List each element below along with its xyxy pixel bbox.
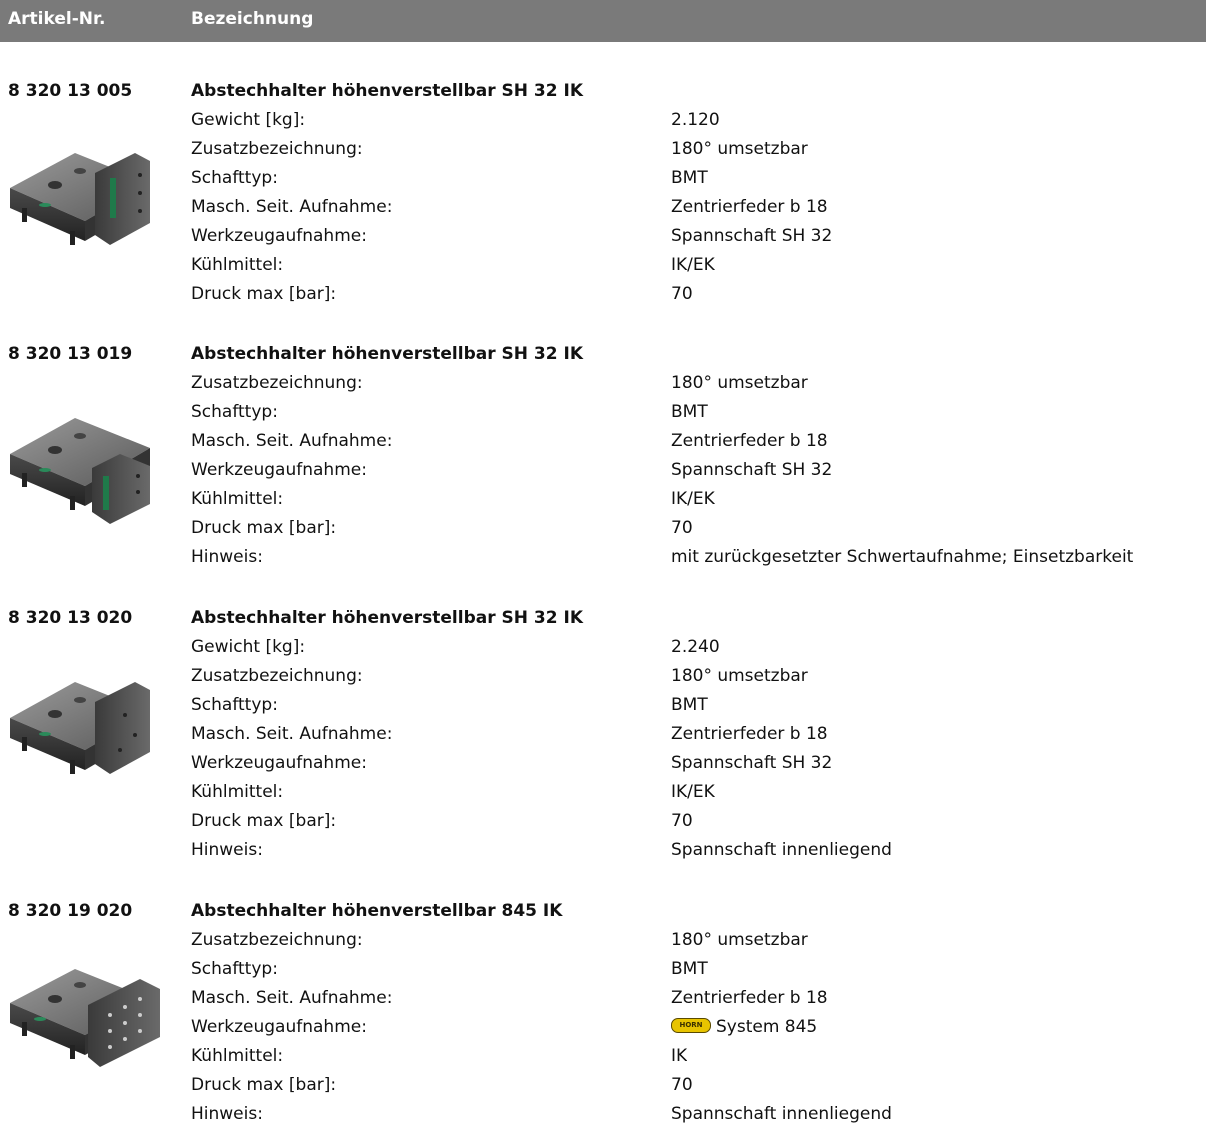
property-row bbox=[191, 984, 1206, 1013]
property-row bbox=[191, 749, 1206, 778]
property-label: Schafttyp: bbox=[191, 959, 278, 979]
property-value-text: System 845 bbox=[716, 1017, 818, 1037]
property-row bbox=[191, 778, 1206, 807]
horn-logo-icon: HORN bbox=[671, 1018, 711, 1033]
property-label: Schafttyp: bbox=[191, 695, 278, 715]
property-value: 180° umsetzbar bbox=[671, 373, 808, 393]
property-row bbox=[191, 691, 1206, 720]
property-row bbox=[191, 543, 1206, 572]
property-label: Druck max [bar]: bbox=[191, 1075, 337, 1095]
property-row bbox=[191, 280, 1206, 309]
property-label: Kühlmittel: bbox=[191, 1046, 284, 1066]
property-label: Gewicht [kg]: bbox=[191, 637, 306, 657]
property-value: 180° umsetzbar bbox=[671, 666, 808, 686]
property-row bbox=[191, 135, 1206, 164]
property-value: mit zurückgesetzter Schwertaufnahme; Einsetzbarkeit bbox=[671, 547, 1134, 567]
property-value: Spannschaft SH 32 bbox=[671, 753, 833, 773]
article-number: 8 320 19 020 bbox=[8, 901, 133, 921]
property-row bbox=[191, 662, 1206, 691]
property-row bbox=[191, 485, 1206, 514]
property-value: BMT bbox=[671, 695, 708, 715]
property-value: BMT bbox=[671, 959, 708, 979]
property-label: Zusatzbezeichnung: bbox=[191, 373, 363, 393]
property-label: Masch. Seit. Aufnahme: bbox=[191, 988, 393, 1008]
property-list bbox=[191, 106, 1206, 309]
property-value: IK/EK bbox=[671, 489, 715, 509]
property-row bbox=[191, 1100, 1206, 1129]
column-header-article-no: Artikel-Nr. bbox=[8, 9, 106, 29]
property-row bbox=[191, 1071, 1206, 1100]
property-row bbox=[191, 926, 1206, 955]
property-row bbox=[191, 398, 1206, 427]
property-row bbox=[191, 456, 1206, 485]
property-label: Hinweis: bbox=[191, 1104, 263, 1124]
property-value: 180° umsetzbar bbox=[671, 139, 808, 159]
property-label: Werkzeugaufnahme: bbox=[191, 460, 367, 480]
property-row bbox=[191, 164, 1206, 193]
property-value bbox=[671, 1013, 817, 1042]
property-label: Masch. Seit. Aufnahme: bbox=[191, 431, 393, 451]
property-label: Werkzeugaufnahme: bbox=[191, 1017, 367, 1037]
property-row bbox=[191, 955, 1206, 984]
property-value: Zentrierfeder b 18 bbox=[671, 724, 828, 744]
property-value: IK/EK bbox=[671, 782, 715, 802]
property-value: IK bbox=[671, 1046, 688, 1066]
property-value: 2.240 bbox=[671, 637, 720, 657]
property-label: Schafttyp: bbox=[191, 402, 278, 422]
property-label: Masch. Seit. Aufnahme: bbox=[191, 724, 393, 744]
product-image bbox=[0, 376, 170, 526]
property-label: Werkzeugaufnahme: bbox=[191, 226, 367, 246]
property-value: 70 bbox=[671, 1075, 693, 1095]
property-label: Zusatzbezeichnung: bbox=[191, 930, 363, 950]
property-value: 70 bbox=[671, 518, 693, 538]
property-label: Kühlmittel: bbox=[191, 489, 284, 509]
property-row bbox=[191, 720, 1206, 749]
property-row bbox=[191, 836, 1206, 865]
property-value: Zentrierfeder b 18 bbox=[671, 197, 828, 217]
property-row bbox=[191, 106, 1206, 135]
product-image bbox=[0, 933, 170, 1083]
property-label: Kühlmittel: bbox=[191, 255, 284, 275]
property-value: Zentrierfeder b 18 bbox=[671, 988, 828, 1008]
property-value: Spannschaft SH 32 bbox=[671, 226, 833, 246]
property-label: Schafttyp: bbox=[191, 168, 278, 188]
property-label: Zusatzbezeichnung: bbox=[191, 666, 363, 686]
property-value: Spannschaft SH 32 bbox=[671, 460, 833, 480]
property-row bbox=[191, 633, 1206, 662]
property-value: 2.120 bbox=[671, 110, 720, 130]
property-label: Hinweis: bbox=[191, 840, 263, 860]
property-list bbox=[191, 926, 1206, 1129]
property-value: BMT bbox=[671, 168, 708, 188]
property-value: IK/EK bbox=[671, 255, 715, 275]
property-label: Kühlmittel: bbox=[191, 782, 284, 802]
property-value: Spannschaft innenliegend bbox=[671, 840, 892, 860]
article-number: 8 320 13 020 bbox=[8, 608, 133, 628]
article-number: 8 320 13 019 bbox=[8, 344, 133, 364]
property-label: Druck max [bar]: bbox=[191, 518, 337, 538]
property-label: Masch. Seit. Aufnahme: bbox=[191, 197, 393, 217]
property-value: Zentrierfeder b 18 bbox=[671, 431, 828, 451]
property-label: Druck max [bar]: bbox=[191, 811, 337, 831]
property-list bbox=[191, 633, 1206, 865]
property-label: Werkzeugaufnahme: bbox=[191, 753, 367, 773]
property-label: Hinweis: bbox=[191, 547, 263, 567]
property-row bbox=[191, 369, 1206, 398]
property-row bbox=[191, 251, 1206, 280]
table-header bbox=[0, 0, 1206, 42]
product-image bbox=[0, 113, 170, 263]
product-title: Abstechhalter höhenverstellbar 845 IK bbox=[191, 901, 563, 921]
property-row bbox=[191, 1042, 1206, 1071]
property-row bbox=[191, 1013, 1206, 1042]
property-label: Gewicht [kg]: bbox=[191, 110, 306, 130]
property-list bbox=[191, 369, 1206, 572]
article-number: 8 320 13 005 bbox=[8, 81, 133, 101]
product-title: Abstechhalter höhenverstellbar SH 32 IK bbox=[191, 81, 583, 101]
property-value: BMT bbox=[671, 402, 708, 422]
column-header-description: Bezeichnung bbox=[191, 9, 314, 29]
product-title: Abstechhalter höhenverstellbar SH 32 IK bbox=[191, 344, 583, 364]
property-value: 70 bbox=[671, 811, 693, 831]
property-value: 180° umsetzbar bbox=[671, 930, 808, 950]
product-title: Abstechhalter höhenverstellbar SH 32 IK bbox=[191, 608, 583, 628]
property-value: 70 bbox=[671, 284, 693, 304]
property-row bbox=[191, 193, 1206, 222]
property-row bbox=[191, 427, 1206, 456]
property-row bbox=[191, 514, 1206, 543]
property-label: Zusatzbezeichnung: bbox=[191, 139, 363, 159]
property-label: Druck max [bar]: bbox=[191, 284, 337, 304]
property-row bbox=[191, 222, 1206, 251]
product-image bbox=[0, 640, 170, 790]
property-value: Spannschaft innenliegend bbox=[671, 1104, 892, 1124]
property-row bbox=[191, 807, 1206, 836]
